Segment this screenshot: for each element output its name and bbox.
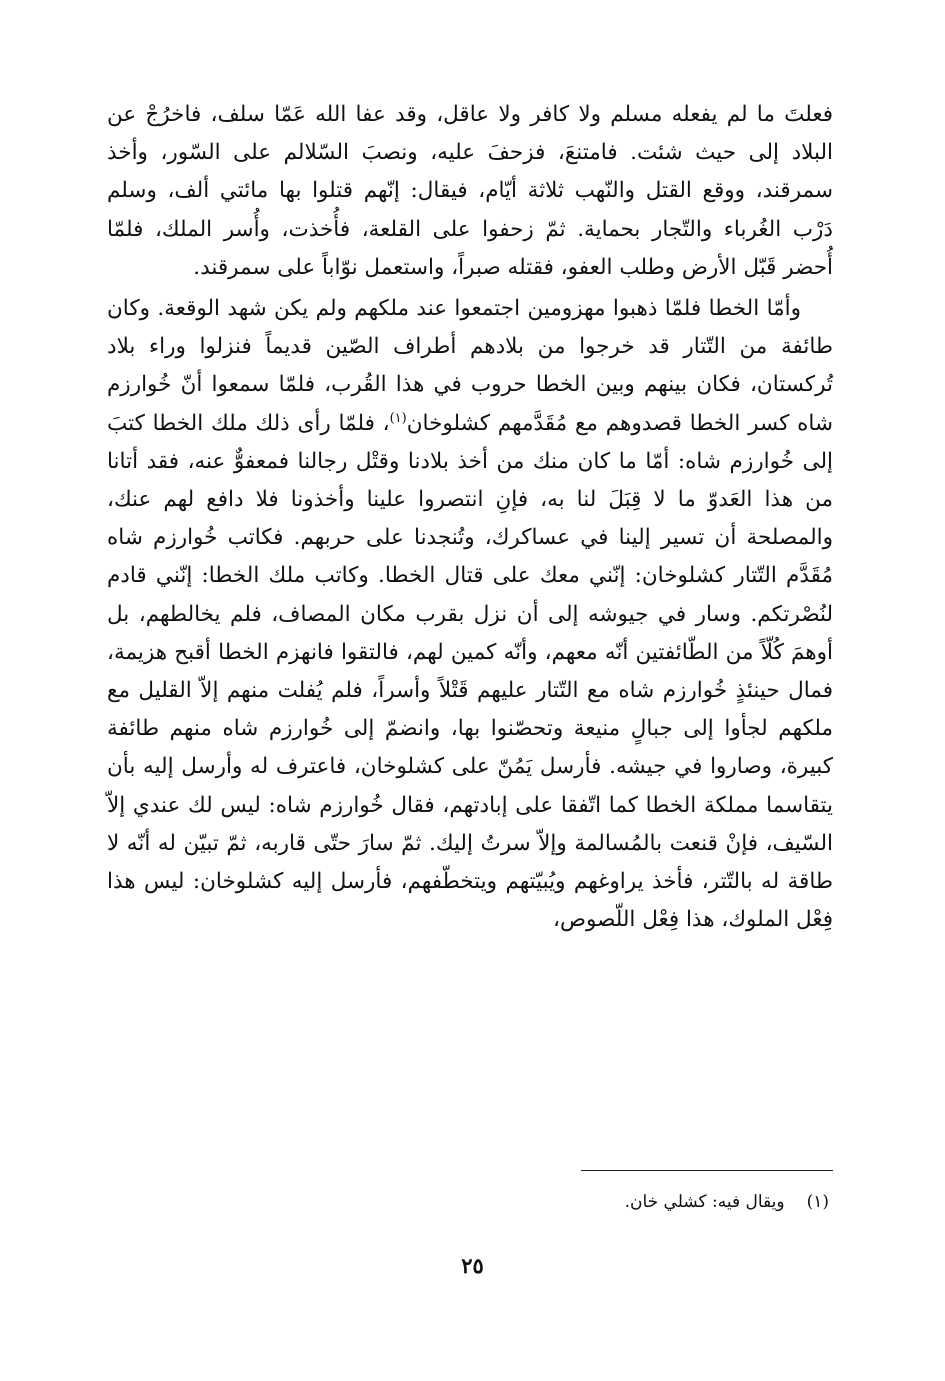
main-text-block <box>107 96 833 939</box>
footnote-separator <box>581 1170 833 1171</box>
footnote <box>625 1188 829 1216</box>
paragraph-1-text: فعلتَ ما لم يفعله مسلم ولا كافر ولا عاقل، وقد عفا الله عَمّا سلف، فاخرُجْ عن البلاد إلى حيث شئت. فامتنعَ، فزحفَ عليه، ونصبَ السّلالم على السّور، وأخذ سمرقند، ووقع القتل والنّهب ثلاثة أيّام، فيقال: إنّهم قتلوا بها مائتي ألف، وسلم دَرْب الغُرباء والتّجار بحماية. ثمّ زحفوا على القلعة، فأُخذت، وأُسر الملك، فلمّا أُحضر قَبّل الأرض وطلب العفو، فقتله صبراً، واستعمل نوّاباً على سمرقند. <box>107 102 833 280</box>
paragraph-2-text-start: وأمّا الخطا فلمّا ذهبوا مهزومين اجتمعوا عند ملكهم ولم يكن شهد الوقعة. وكان طائفة من التّتار قد خرجوا من بلادهم أطراف الصّين قديماً فنزلوا وراء بلاد تُركستان، فكان بينهم وبين الخطا حروب في هذا القُرب، فلمّا سمعوا أنّ خُوارزم شاه كسر الخطا قصدوهم مع مُقَدَّمهم كشلوخان <box>107 296 833 436</box>
footnote-number: (١) <box>806 1192 829 1212</box>
paragraph-1 <box>107 96 833 287</box>
footnote-text: ويقال فيه: كشلي خان. <box>624 1192 785 1212</box>
footnote-reference[interactable]: (١) <box>389 410 407 426</box>
page-number: ٢٥ <box>461 1253 484 1278</box>
paragraph-2 <box>107 290 833 939</box>
paragraph-2-text-end: ، فلمّا رأى ذلك ملك الخطا كتبَ إلى خُوارزم شاه: أمّا ما كان منك من أخذ بلادنا وقتْل رجالنا فمعفوٌّ عنه، فقد أتانا من هذا العَدوّ ما لا قِبَلَ لنا به، فإنِ انتصروا علينا وأخذونا فلا دافع لهم عنك، والمصلحة أن تسير إلينا في عساكرك، وتُنجدنا على حربهم. فكاتب خُوارزم شاه مُقَدَّم التّتار كشلوخان: إنّني معك على قتال الخطا. وكاتب ملك الخطا: إنّني قادم لنُصْرتكم. وسار في جيوشه إلى أن نزل بقرب مكان المصاف، فلم يخالطهم، بل أوهمَ كُلّاً من الطّائفتين أنّه معهم، وأنّه كمين لهم، فالتقوا فانهزم الخطا أقبح هزيمة، فمال حينئذٍ خُوارزم شاه مع التّتار عليهم قَتْلاً وأسراً، فلم يُفلت منهم إلاّ القليل مع ملكهم لجأوا إلى جبالٍ منيعة وتحصّنوا بها، وانضمّ إلى خُوارزم شاه منهم طائفة كبيرة، وصاروا في جيشه. فأرسل يَمُنّ على كشلوخان، فاعترف له وأرسل إليه بأن يتقاسما مملكة الخطا كما اتّفقا على إبادتهم، فقال خُوارزم شاه: ليس لك عندي إلاّ السّيف، فإنْ قنعت بالمُسالمة وإلاّ سرتُ إليك. ثمّ سارَ حتّى قاربه، ثمّ تبيّن له أنّه لا طاقة له بالتّتر، فأخذ يراوغهم ويُبيّتهم ويتخطّفهم، فأرسل إليه كشلوخان: ليس هذا فِعْل الملوك، هذا فِعْل اللّصوص، <box>107 410 833 933</box>
